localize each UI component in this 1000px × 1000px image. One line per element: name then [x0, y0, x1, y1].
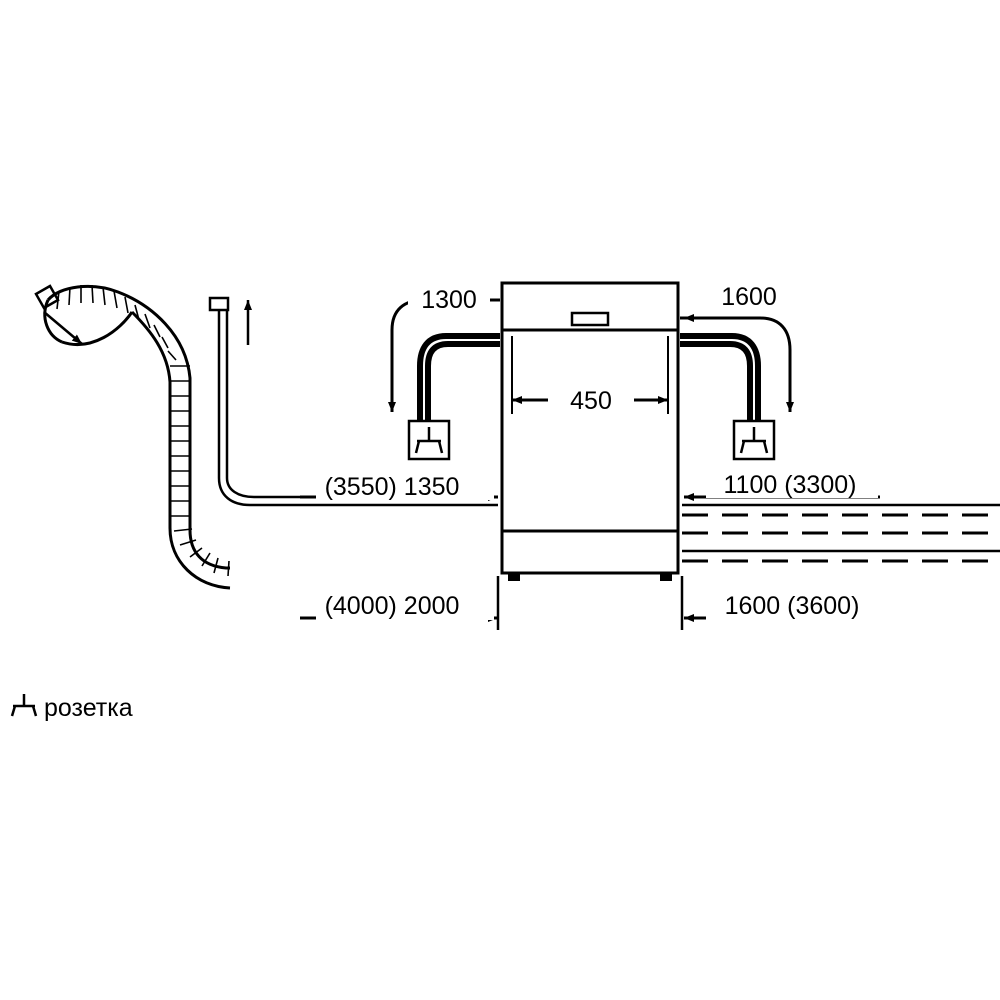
legend: [12, 694, 133, 722]
dimension-bottom-right: [682, 576, 882, 630]
dim-label-top-left-text: 1300: [421, 286, 477, 314]
legend-label: розетка: [44, 694, 133, 722]
dimension-mid-right: [684, 470, 880, 499]
dim-label-mid-right: 1100 (3300): [723, 471, 857, 499]
socket-left: [409, 421, 449, 459]
appliance-body: [502, 283, 678, 581]
dim-label-body-width: 450: [570, 387, 612, 415]
dim-label-bottom-left: (4000) 2000: [324, 592, 460, 620]
dimension-mid-left: [300, 472, 498, 501]
dimension-top-left: [392, 286, 500, 412]
dim-label-top-right: 1600: [721, 283, 777, 311]
left-power-cable: [420, 336, 500, 420]
right-service-lines: [682, 505, 1000, 561]
dim-label-bottom-right: 1600 (3600): [724, 592, 860, 620]
socket-symbol-icon: [12, 694, 36, 716]
dimension-bottom-left: [300, 576, 498, 630]
dim-label-mid-left: (3550) 1350: [324, 473, 460, 501]
dimension-body-width: [512, 336, 668, 415]
right-power-cable: [680, 336, 758, 420]
socket-right: [734, 421, 774, 459]
left-hose-bundle: [36, 285, 230, 588]
